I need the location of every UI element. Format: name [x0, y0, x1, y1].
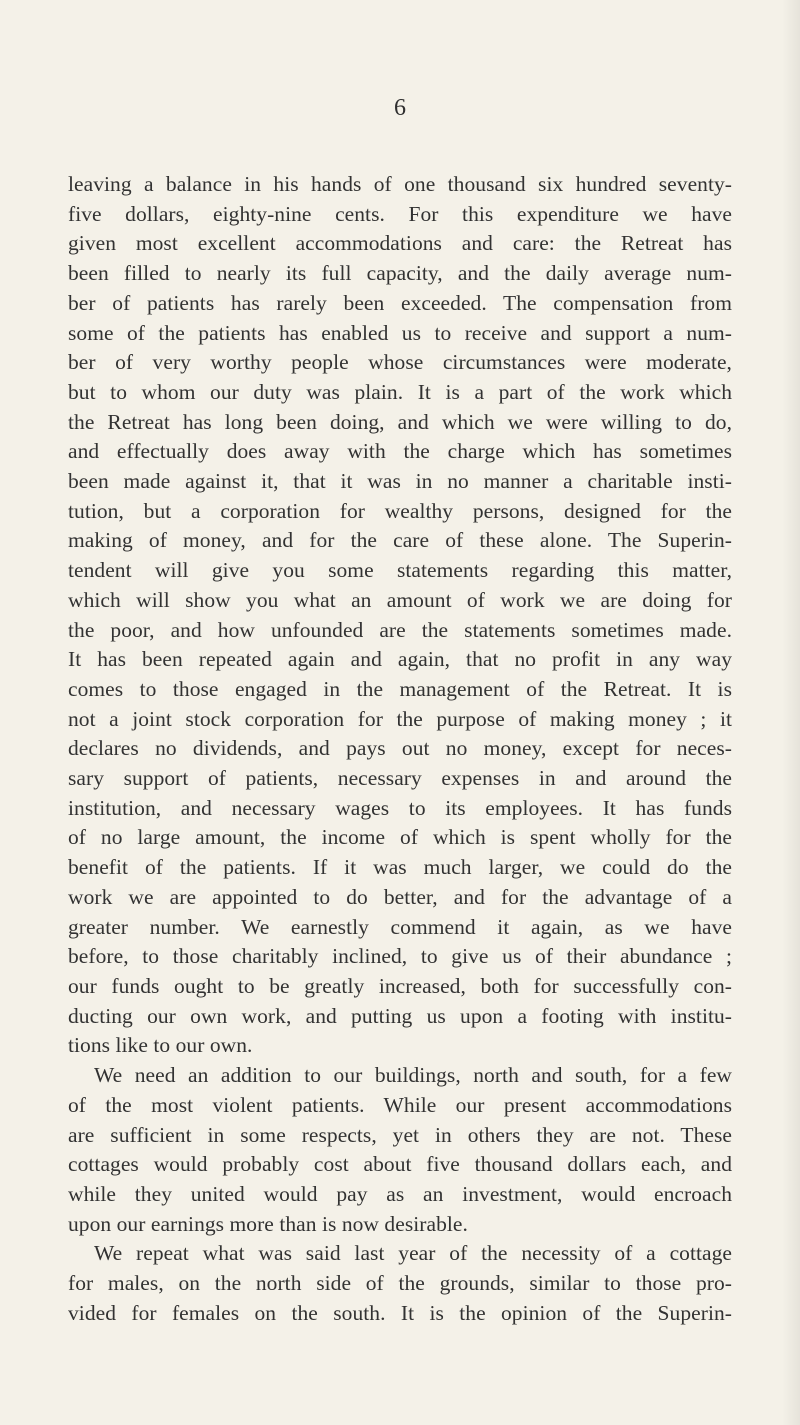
text-line: tution, but a corporation for wealthy persons, designed for the — [68, 498, 732, 523]
text-line: and effectually does away with the charge which has sometimes — [68, 439, 732, 464]
text-line: our funds ought to be greatly increased, both for successfully con- — [68, 973, 732, 998]
text-line: tendent will give you some statements regarding this matter, — [68, 558, 732, 583]
text-line: tions like to our own. — [68, 1033, 253, 1058]
text-line: some of the patients has enabled us to receive and support a num- — [68, 320, 732, 345]
text-line: ber of very worthy people whose circumstances were moderate, — [68, 350, 732, 375]
text-line: five dollars, eighty-nine cents. For this expenditure we have — [68, 201, 732, 226]
text-line: sary support of patients, necessary expenses in and around the — [68, 766, 732, 791]
text-line: been filled to nearly its full capacity, and the daily average num- — [68, 261, 732, 286]
text-line: of no large amount, the income of which is spent wholly for the — [68, 825, 732, 850]
page-edge-shadow — [782, 0, 800, 1425]
text-line: not a joint stock corporation for the purpose of making money ; it — [68, 706, 732, 731]
text-line: ber of patients has rarely been exceeded. The compensation from — [68, 290, 732, 315]
text-line: the poor, and how unfounded are the statements sometimes made. — [68, 617, 732, 642]
text-line: institution, and necessary wages to its employees. It has funds — [68, 795, 732, 820]
body-text — [68, 170, 732, 1328]
text-line: while they united would pay as an investment, would encroach — [68, 1181, 732, 1206]
text-line: the Retreat has long been doing, and which we were willing to do, — [68, 409, 732, 434]
text-line: work we are appointed to do better, and for the advantage of a — [68, 884, 732, 909]
text-line: comes to those engaged in the management of the Retreat. It is — [68, 676, 732, 701]
text-line: been made against it, that it was in no manner a charitable insti- — [68, 469, 732, 494]
text-line: declares no dividends, and pays out no money, except for neces- — [68, 736, 732, 761]
text-line: vided for females on the south. It is the opinion of the Superin- — [68, 1300, 732, 1325]
text-line: making of money, and for the care of these alone. The Superin- — [68, 528, 732, 553]
page-number: 6 — [394, 95, 406, 121]
text-line: benefit of the patients. If it was much larger, we could do the — [68, 855, 732, 880]
text-line: cottages would probably cost about five thousand dollars each, and — [68, 1152, 732, 1177]
text-line: but to whom our duty was plain. It is a part of the work which — [68, 379, 732, 404]
text-line: of the most violent patients. While our present accommodations — [68, 1092, 732, 1117]
text-line: greater number. We earnestly commend it again, as we have — [68, 914, 732, 939]
text-line: We need an addition to our buildings, north and south, for a few — [94, 1063, 732, 1088]
text-line: are sufficient in some respects, yet in others they are not. These — [68, 1122, 732, 1147]
text-line: given most excellent accommodations and care: the Retreat has — [68, 231, 732, 256]
text-line: upon our earnings more than is now desirable. — [68, 1211, 468, 1236]
text-line: We repeat what was said last year of the necessity of a cottage — [94, 1241, 732, 1266]
text-line: It has been repeated again and again, that no profit in any way — [68, 647, 732, 672]
text-line: ducting our own work, and putting us upon a footing with institu- — [68, 1003, 732, 1028]
text-line: for males, on the north side of the grounds, similar to those pro- — [68, 1271, 732, 1296]
text-line: before, to those charitably inclined, to give us of their abundance ; — [68, 944, 732, 969]
text-line: leaving a balance in his hands of one thousand six hundred seventy- — [68, 172, 732, 196]
text-line: which will show you what an amount of work we are doing for — [68, 587, 732, 612]
